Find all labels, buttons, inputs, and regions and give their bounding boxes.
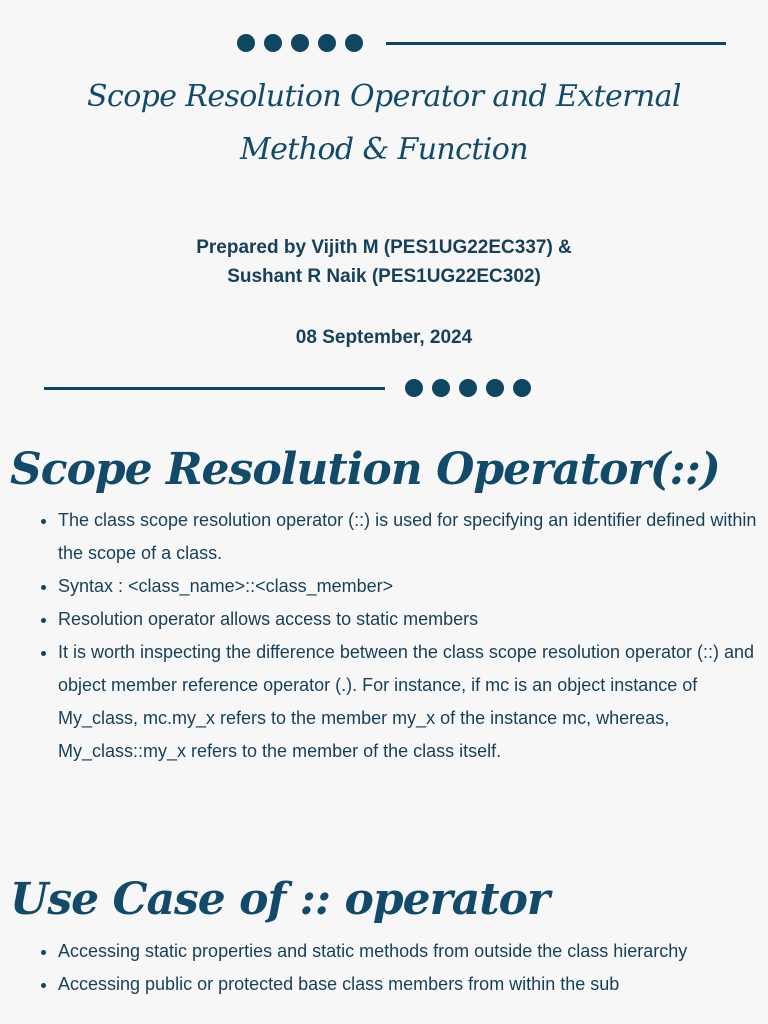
authors-line-1: Prepared by Vijith M (PES1UG22EC337) & — [196, 237, 572, 258]
authors-line-2: Sushant R Naik (PES1UG22EC302) — [227, 266, 541, 287]
dot — [291, 34, 309, 52]
dot — [513, 379, 531, 397]
authors — [0, 233, 768, 291]
dot — [459, 379, 477, 397]
dot — [345, 34, 363, 52]
dot — [237, 34, 255, 52]
bullet-item: • Accessing static properties and static methods from outside the class hierarchy — [58, 935, 758, 968]
dot — [264, 34, 282, 52]
bullet-item: • It is worth inspecting the difference between the class scope resolution operator (::) and object member reference operator (.). For instance, if mc is an object instance of My_class, mc.my_x refers to the member my_x of the instance mc, whereas, My_class::my_x refers to the member of the class itself. — [58, 636, 758, 768]
dot — [486, 379, 504, 397]
scope-resolution-bullet-list — [30, 504, 758, 768]
title-line-1: Scope Resolution Operator and External — [87, 79, 681, 114]
dots-decoration — [237, 34, 363, 52]
bullet-item: • The class scope resolution operator (::) is used for specifying an identifier defined within the scope of a class. — [58, 504, 758, 570]
bottom-decoration — [44, 379, 531, 397]
section-heading-scope-resolution: Scope Resolution Operator(::) — [10, 444, 720, 495]
divider-line — [386, 42, 726, 45]
title-line-2: Method & Function — [240, 132, 528, 167]
use-case-bullet-list — [30, 935, 758, 1001]
dot — [318, 34, 336, 52]
document-title — [0, 70, 768, 176]
bullet-item: • Resolution operator allows access to static members — [58, 603, 758, 636]
divider-line — [44, 387, 385, 390]
document-date: 08 September, 2024 — [295, 327, 473, 348]
dot — [432, 379, 450, 397]
top-decoration — [237, 34, 726, 52]
bullet-item: • Syntax : <class_name>::<class_member> — [58, 570, 758, 603]
dot — [405, 379, 423, 397]
dots-decoration — [405, 379, 531, 397]
section-heading-use-case: Use Case of :: operator — [10, 874, 550, 925]
bullet-item: • Accessing public or protected base class members from within the sub — [58, 968, 758, 1001]
